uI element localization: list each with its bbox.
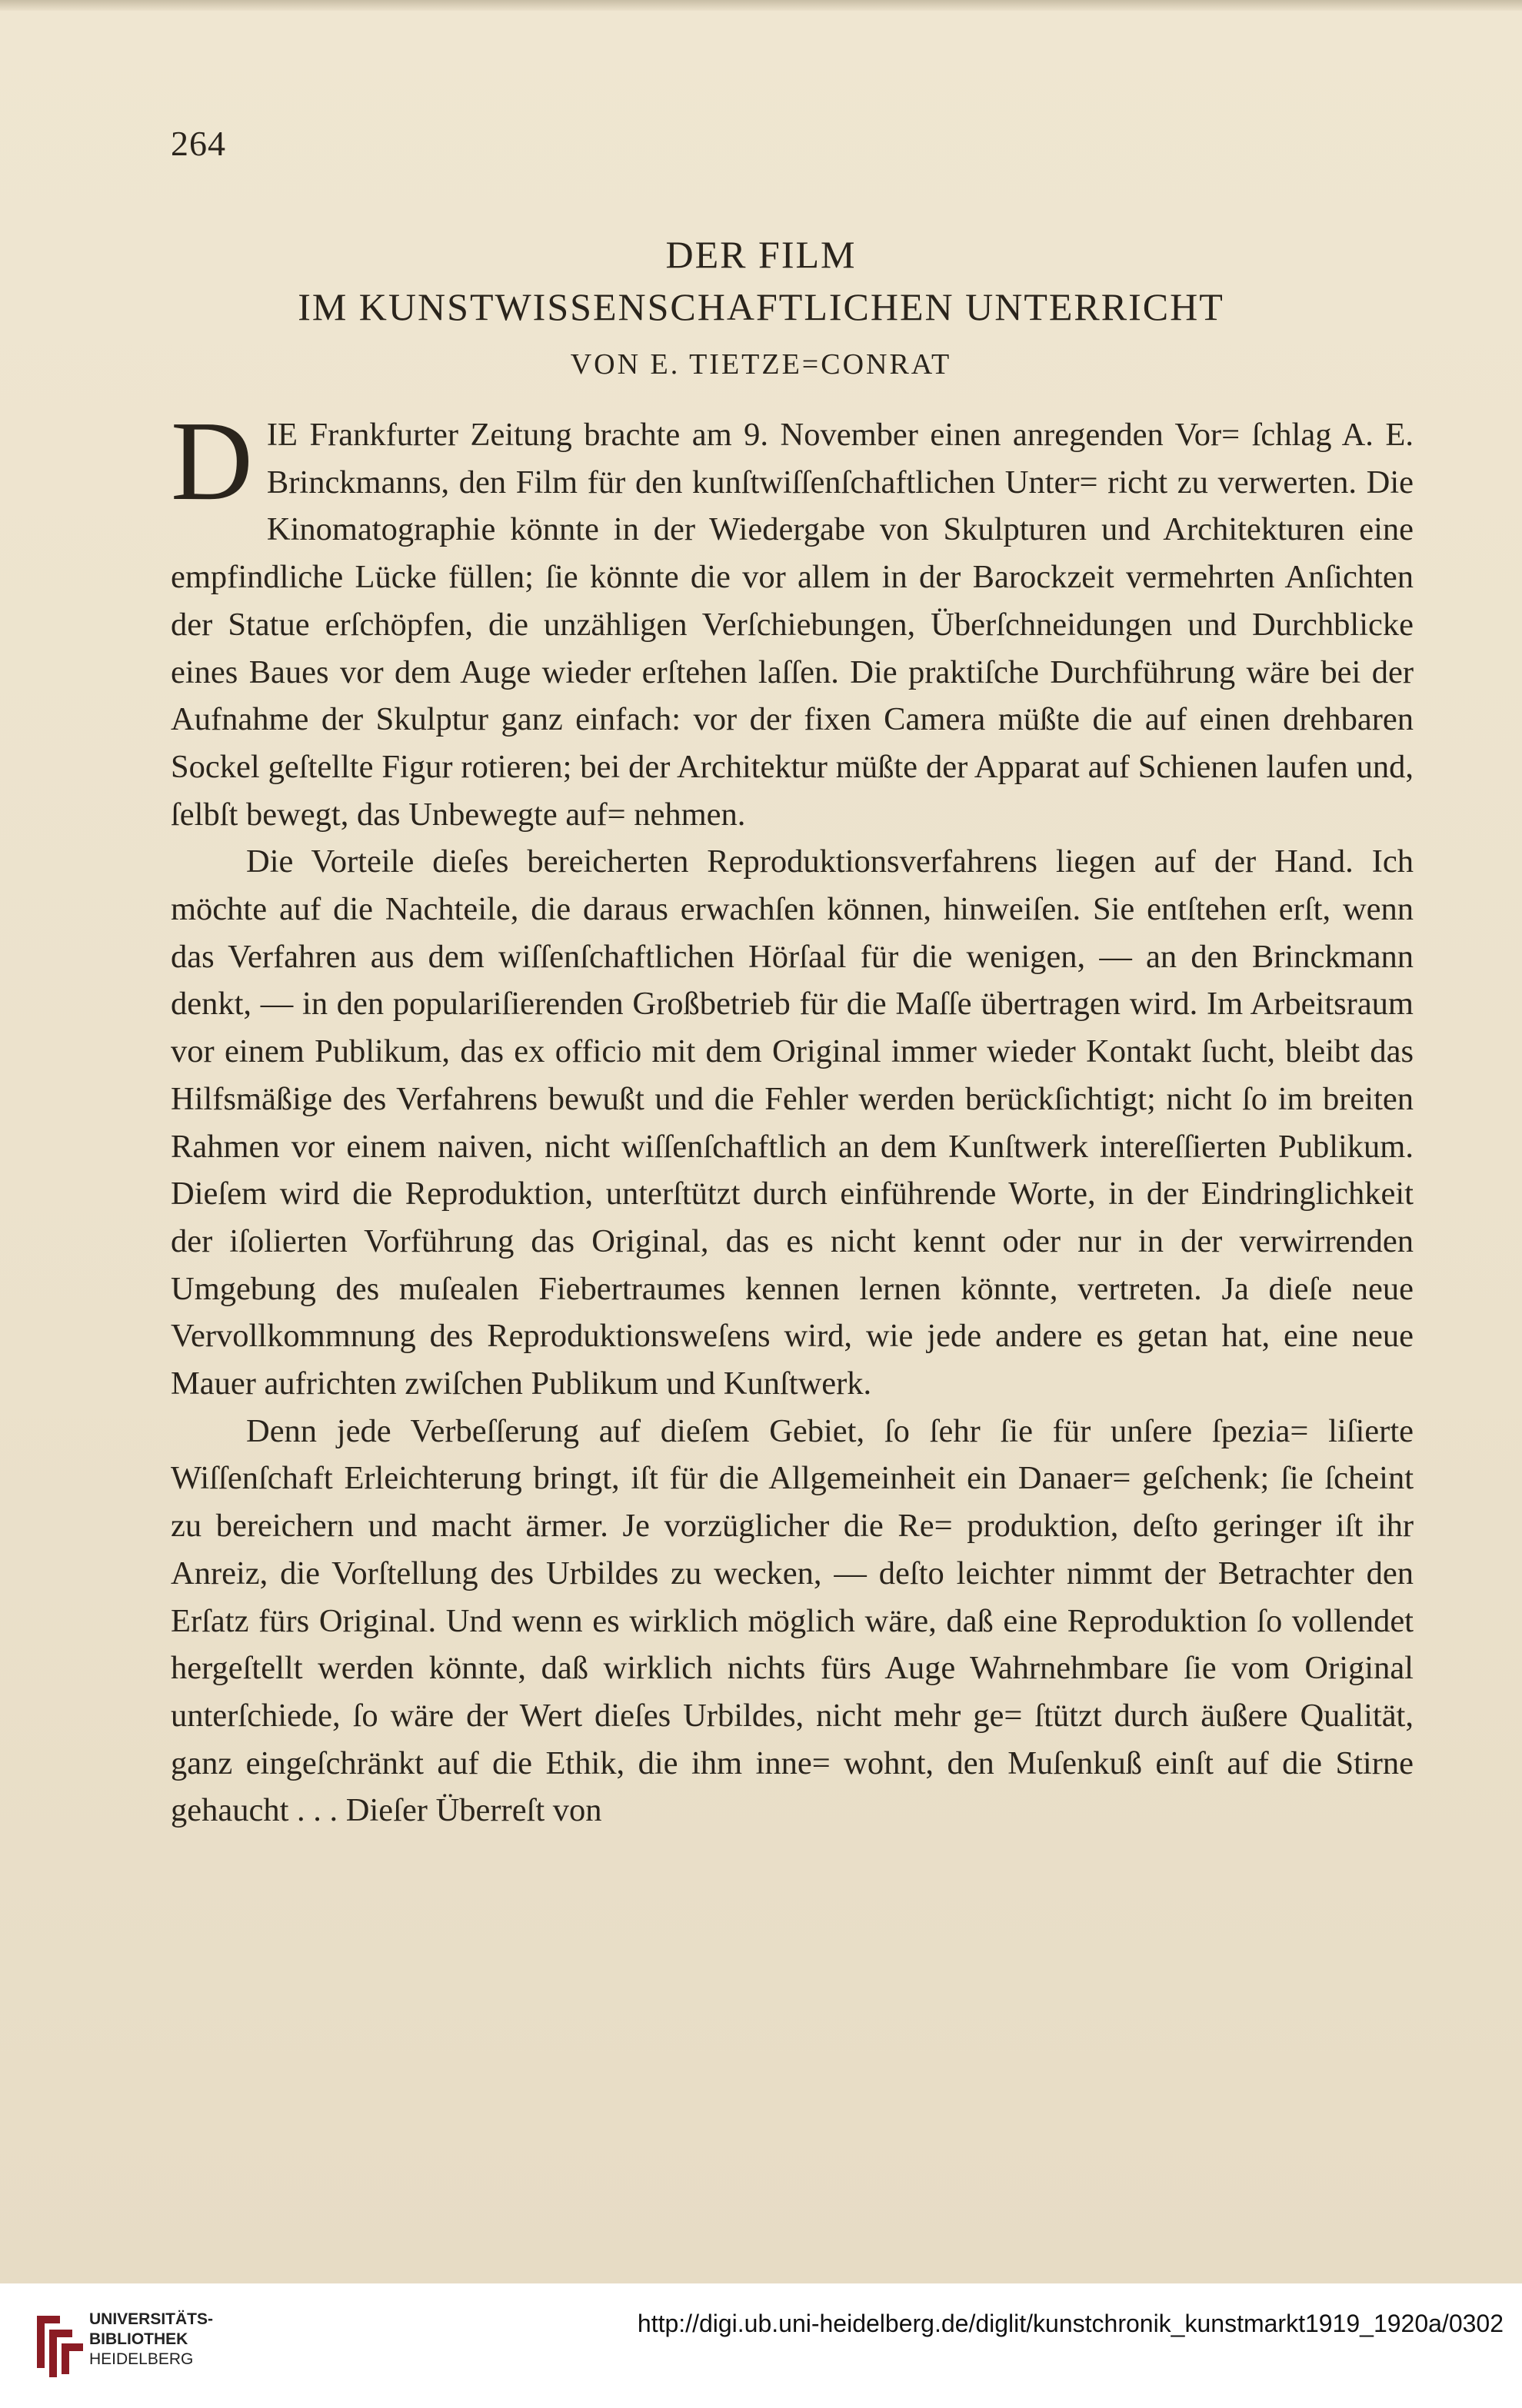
article-title-line2: IM KUNSTWISSENSCHAFTLICHEN UNTERRICHT bbox=[298, 285, 1224, 328]
article-body bbox=[171, 398, 1414, 1834]
institution-line1: UNIVERSITÄTS- bbox=[89, 2310, 214, 2328]
institution-name bbox=[89, 2310, 213, 2370]
institution-line2: BIBLIOTHEK bbox=[89, 2330, 188, 2348]
article-byline: VON E. TIETZE=CONRAT bbox=[570, 348, 952, 381]
article-title-line1: DER FILM bbox=[665, 233, 857, 276]
page-number: 264 bbox=[171, 124, 226, 163]
paragraph-1 bbox=[171, 398, 1414, 838]
drop-cap: D bbox=[171, 398, 253, 524]
paragraph-3: Denn jede Verbeſſerung auf dieſem Gebiet, ſo ſehr ſie für unſere ſpezia= liſierte Wiſſenſchaft Erleichterung bringt, iſt für die Allgemeinheit ein Danaer= geſchenk; ſie ſcheint zu bereichern und macht ärmer. Je vorzüglicher die Re= produktion, deſto geringer iſt ihr Anreiz, die Vorſtellung des Urbildes zu wecken, — deſto leichter nimmt der Betrachter den Erſatz fürs Original. Und wenn es wirklich möglich wäre, daß eine Reproduktion ſo vollendet hergeſtellt werden könnte, daß wirklich nichts fürs Auge Wahrnehmbare ſie vom Original unterſchiede, ſo wäre der Wert dieſes Urbildes, nicht mehr ge= ſtützt durch äußere Qualität, ganz eingeſchränkt auf die Ethik, die ihm inne= wohnt, den Muſenkuß einſt auf die Stirne gehaucht . . . Dieſer Überreſt von bbox=[171, 1412, 1414, 1829]
digitization-footer bbox=[0, 2283, 1522, 2408]
source-url[interactable]: http://digi.ub.uni-heidelberg.de/diglit/kunstchronik_kunstmarkt1919_1920a/0302 bbox=[637, 2310, 1504, 2337]
paragraph-2: Die Vorteile dieſes bereicherten Reproduktionsverfahrens liegen auf der Hand. Ich möchte auf die Nachteile, die daraus erwachſen können, hinweiſen. Sie entſtehen erſt, wenn das Verfahren aus dem wiſſenſchaftlichen Hörſaal für die wenigen, — an den Brinckmann denkt, — in den populariſierenden Großbetrieb für die Maſſe übertragen wird. Im Arbeitsraum vor einem Publikum, das ex officio mit dem Original immer wieder Kontakt ſucht, bleibt das Hilfsmäßige des Verfahrens bewußt und die Fehler werden berückſichtigt; nicht ſo im breiten Rahmen vor einem naiven, nicht wiſſenſchaftlich an dem Kunſtwerk intereſſierten Publikum. Dieſem wird die Reproduktion, unterſtützt durch einführende Worte, in der Eindringlichkeit der iſolierten Vorführung das Original, das es nicht kennt oder nur in der verwirrenden Umgebung des muſealen Fiebertraumes kennen lernen könnte, vertreten. Ja dieſe neue Vervollkommnung des Reproduktionsweſens wird, wie jede andere es getan hat, eine neue Mauer aufrichten zwiſchen Publikum und Kunſtwerk. bbox=[171, 843, 1414, 1402]
paragraph-1-text: IE Frankfurter Zeitung brachte am 9. November einen anregenden Vor= ſchlag A. E. Brinckmanns, den Film für den kunſtwiſſenſchaftlichen Unter= richt zu verwerten. Die Kinomatographie könnte in der Wiedergabe von Skulpturen und Architekturen eine empfindliche Lücke füllen; ſie könnte die vor allem in der Barockzeit vermehrten Anſichten der Statue erſchöpfen, die unzähligen Verſchiebungen, Überſchneidungen und Durchblicke eines Baues vor dem Auge wieder erſtehen laſſen. Die praktiſche Durchführung wäre bei der Aufnahme der Skulptur ganz einfach: vor der fixen Camera müßte die auf einen drehbaren Sockel geſtellte Figur rotieren; bei der Architektur müßte der Apparat auf Schienen laufen und, ſelbſt bewegt, das Unbewegte auf= nehmen. bbox=[171, 417, 1414, 833]
institution-line3: HEIDELBERG bbox=[89, 2350, 194, 2368]
page-top-edge bbox=[0, 0, 1522, 11]
ub-heidelberg-logo-icon bbox=[22, 2307, 95, 2383]
